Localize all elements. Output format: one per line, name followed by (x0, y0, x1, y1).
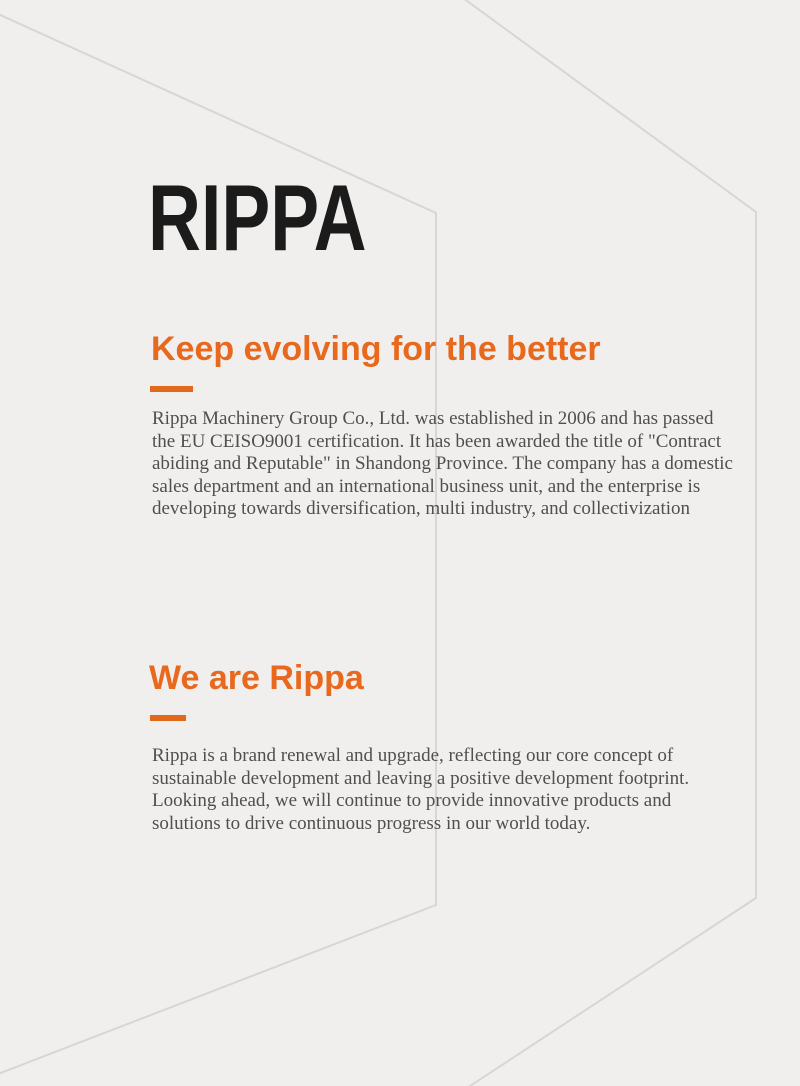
section-heading-keep-evolving: Keep evolving for the better (151, 330, 601, 368)
section-paragraph-company-intro: Rippa Machinery Group Co., Ltd. was established in 2006 and has passed the EU CEISO9001 certification. It has been awarded the title of "Contract abiding and Reputable" in Shandong Province. The company has a domestic sales department and an international business unit, and the enterprise is developing towards diversification, multi industry, and collectivization (152, 408, 733, 519)
accent-dash (150, 715, 186, 721)
section-paragraph-brand-renewal: Rippa is a brand renewal and upgrade, reflecting our core concept of sustainable development and leaving a positive development footprint. Looking ahead, we will continue to provide innovative products and solutions to drive continuous progress in our world today. (152, 745, 690, 834)
section-heading-we-are-rippa: We are Rippa (149, 659, 364, 697)
accent-dash (150, 386, 193, 392)
outer-hexagon-outline (463, 0, 756, 1086)
brand-wordmark: RIPPA (148, 165, 367, 270)
